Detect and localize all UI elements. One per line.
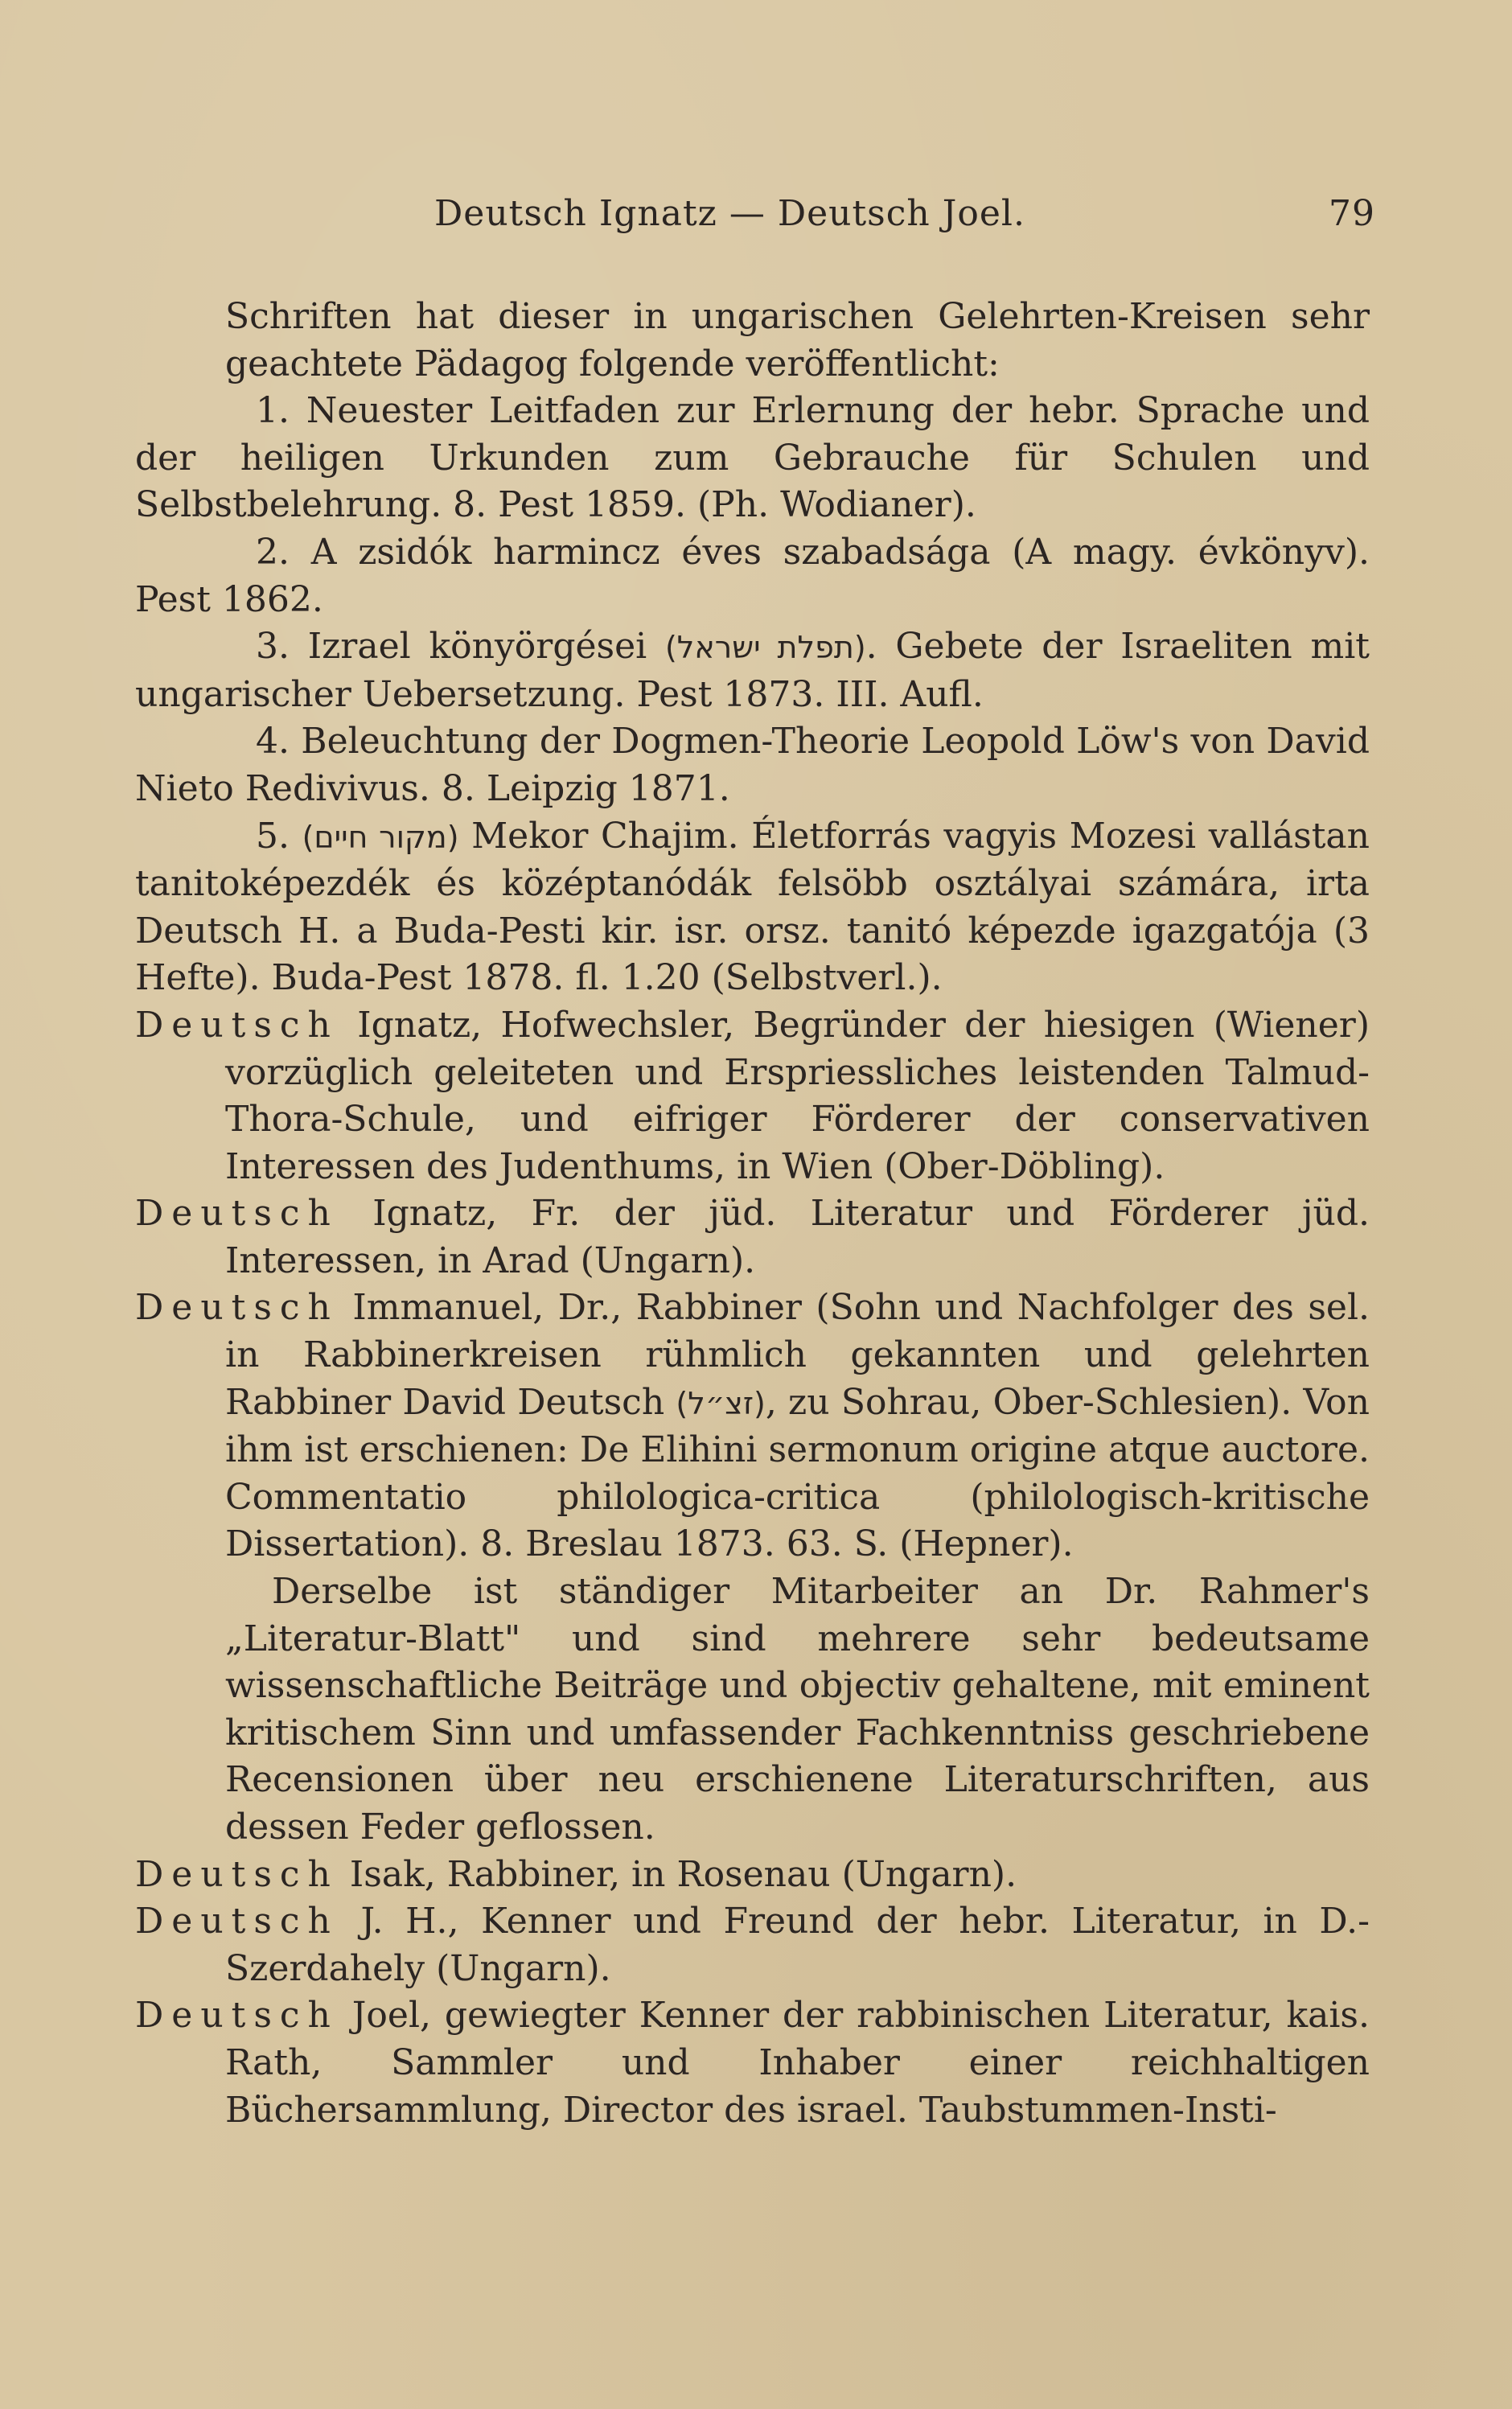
entry-text: Isak, Rabbiner, in Rosenau (Ungarn).	[338, 1853, 1017, 1895]
entry-deutsch-isak	[135, 1852, 1370, 1899]
page-body	[135, 294, 1370, 2134]
publication-item-2: 2. A zsidók harmincz éves szabadsága (A magy. évkönyv). Pest 1862.	[135, 531, 1370, 620]
publication-item-1: 1. Neuester Leitfaden zur Erlernung der hebr. Sprache und der heiligen Urkunden zum Gebrauche für Schulen und Selbstbelehrung. 8. Pest 1859. (Ph. Wodianer).	[135, 390, 1370, 526]
item-text: 5.	[256, 815, 302, 857]
entry-deutsch-ignatz-wien	[135, 1002, 1370, 1190]
intro-paragraph: Schriften hat dieser in ungarischen Gelehrten-Kreisen sehr geachtete Pädagog folgende veröffentlicht:	[225, 296, 1370, 384]
entry-deutsch-ignatz-arad	[135, 1190, 1370, 1285]
entry-name: Deutsch	[135, 1995, 339, 2037]
item-text: . Gebete der Israeliten mit ungarischer Uebersetzung. Pest 1873. III. Aufl.	[135, 626, 1370, 715]
entry-name: Deutsch	[135, 1004, 339, 1046]
publication-item-3	[135, 623, 1370, 718]
hebrew-title: (מקור חיים)	[302, 819, 459, 855]
entry-name: Deutsch	[135, 1853, 339, 1895]
entry-text: , zu Sohrau, Ober-Schlesien). Von ihm ist erschienen: De Elihini sermonum origine atque auctore. Commentatio philologica-critica (philologisch-kritische Dissertation). 8. Breslau 1873. 63. S. (Hepner).	[225, 1381, 1370, 1565]
entry-name: Deutsch	[135, 1287, 339, 1329]
entry-text: J. H., Kenner und Freund der hebr. Literatur, in D.-Szerdahely (Ungarn).	[225, 1901, 1370, 1989]
item-text: Mekor Chajim. Életforrás vagyis Mozesi vallástan tanitoképezdék és középtanódák felsöbb osztályai számára, irta Deutsch H. a Buda-Pesti kir. isr. orsz. tanitó képezde igazgatója (3 Hefte). Buda-Pest 1878. fl. 1.20 (Selbstverl.).	[135, 815, 1370, 999]
continuation-text: Derselbe ist ständiger Mitarbeiter an Dr. Rahmer's „Literatur-Blatt" und sind mehrere sehr bedeutsame wissenschaftliche Beiträge und objectiv gehaltene, mit eminent kritischem Sinn und umfassender Fachkenntniss geschriebene Recensionen über neu erschienene Literaturschriften, aus dessen Feder geflossen.	[225, 1571, 1370, 1848]
entry-deutsch-jh	[135, 1898, 1370, 1992]
entry-name: Deutsch	[135, 1193, 339, 1235]
page-number: 79	[1329, 193, 1375, 234]
entry-text: Ignatz, Fr. der jüd. Literatur und Förderer jüd. Interessen, in Arad (Ungarn).	[225, 1193, 1370, 1281]
item-text: 3. Izrael könyörgései	[256, 626, 665, 668]
entry-text: Ignatz, Hofwechsler, Begründer der hiesigen (Wiener) vorzüglich geleiteten und Erspriessliches leistenden Talmud-Thora-Schule, und eifriger Förderer der conservativen Interessen des Judenthums, in Wien (Ober-Döbling).	[225, 1004, 1370, 1187]
hebrew-title: (תפלת ישראל)	[664, 630, 866, 666]
publication-item-4: 4. Beleuchtung der Dogmen-Theorie Leopold Löw's von David Nieto Redivivus. 8. Leipzig 1871.	[135, 721, 1370, 809]
entry-continuation	[135, 1568, 1370, 1852]
hebrew-abbrev: (זצ״ל)	[676, 1385, 766, 1421]
running-header	[0, 193, 1512, 249]
running-title: Deutsch Ignatz — Deutsch Joel.	[434, 193, 1025, 234]
publication-item-5	[135, 813, 1370, 1002]
entry-name: Deutsch	[135, 1901, 339, 1942]
entry-text: Joel, gewiegter Kenner der rabbinischen Literatur, kais. Rath, Sammler und Inhaber einer reichhaltigen Büchersammlung, Director des israel. Taubstummen-Insti-	[225, 1995, 1370, 2131]
entry-text: Immanuel, Dr., Rabbiner (Sohn und Nachfolger des sel. in Rabbinerkreisen rühmlich gekannten und gelehrten Rabbiner David Deutsch	[225, 1287, 1370, 1423]
entry-deutsch-immanuel	[135, 1285, 1370, 1568]
entry-deutsch-joel	[135, 1992, 1370, 2134]
